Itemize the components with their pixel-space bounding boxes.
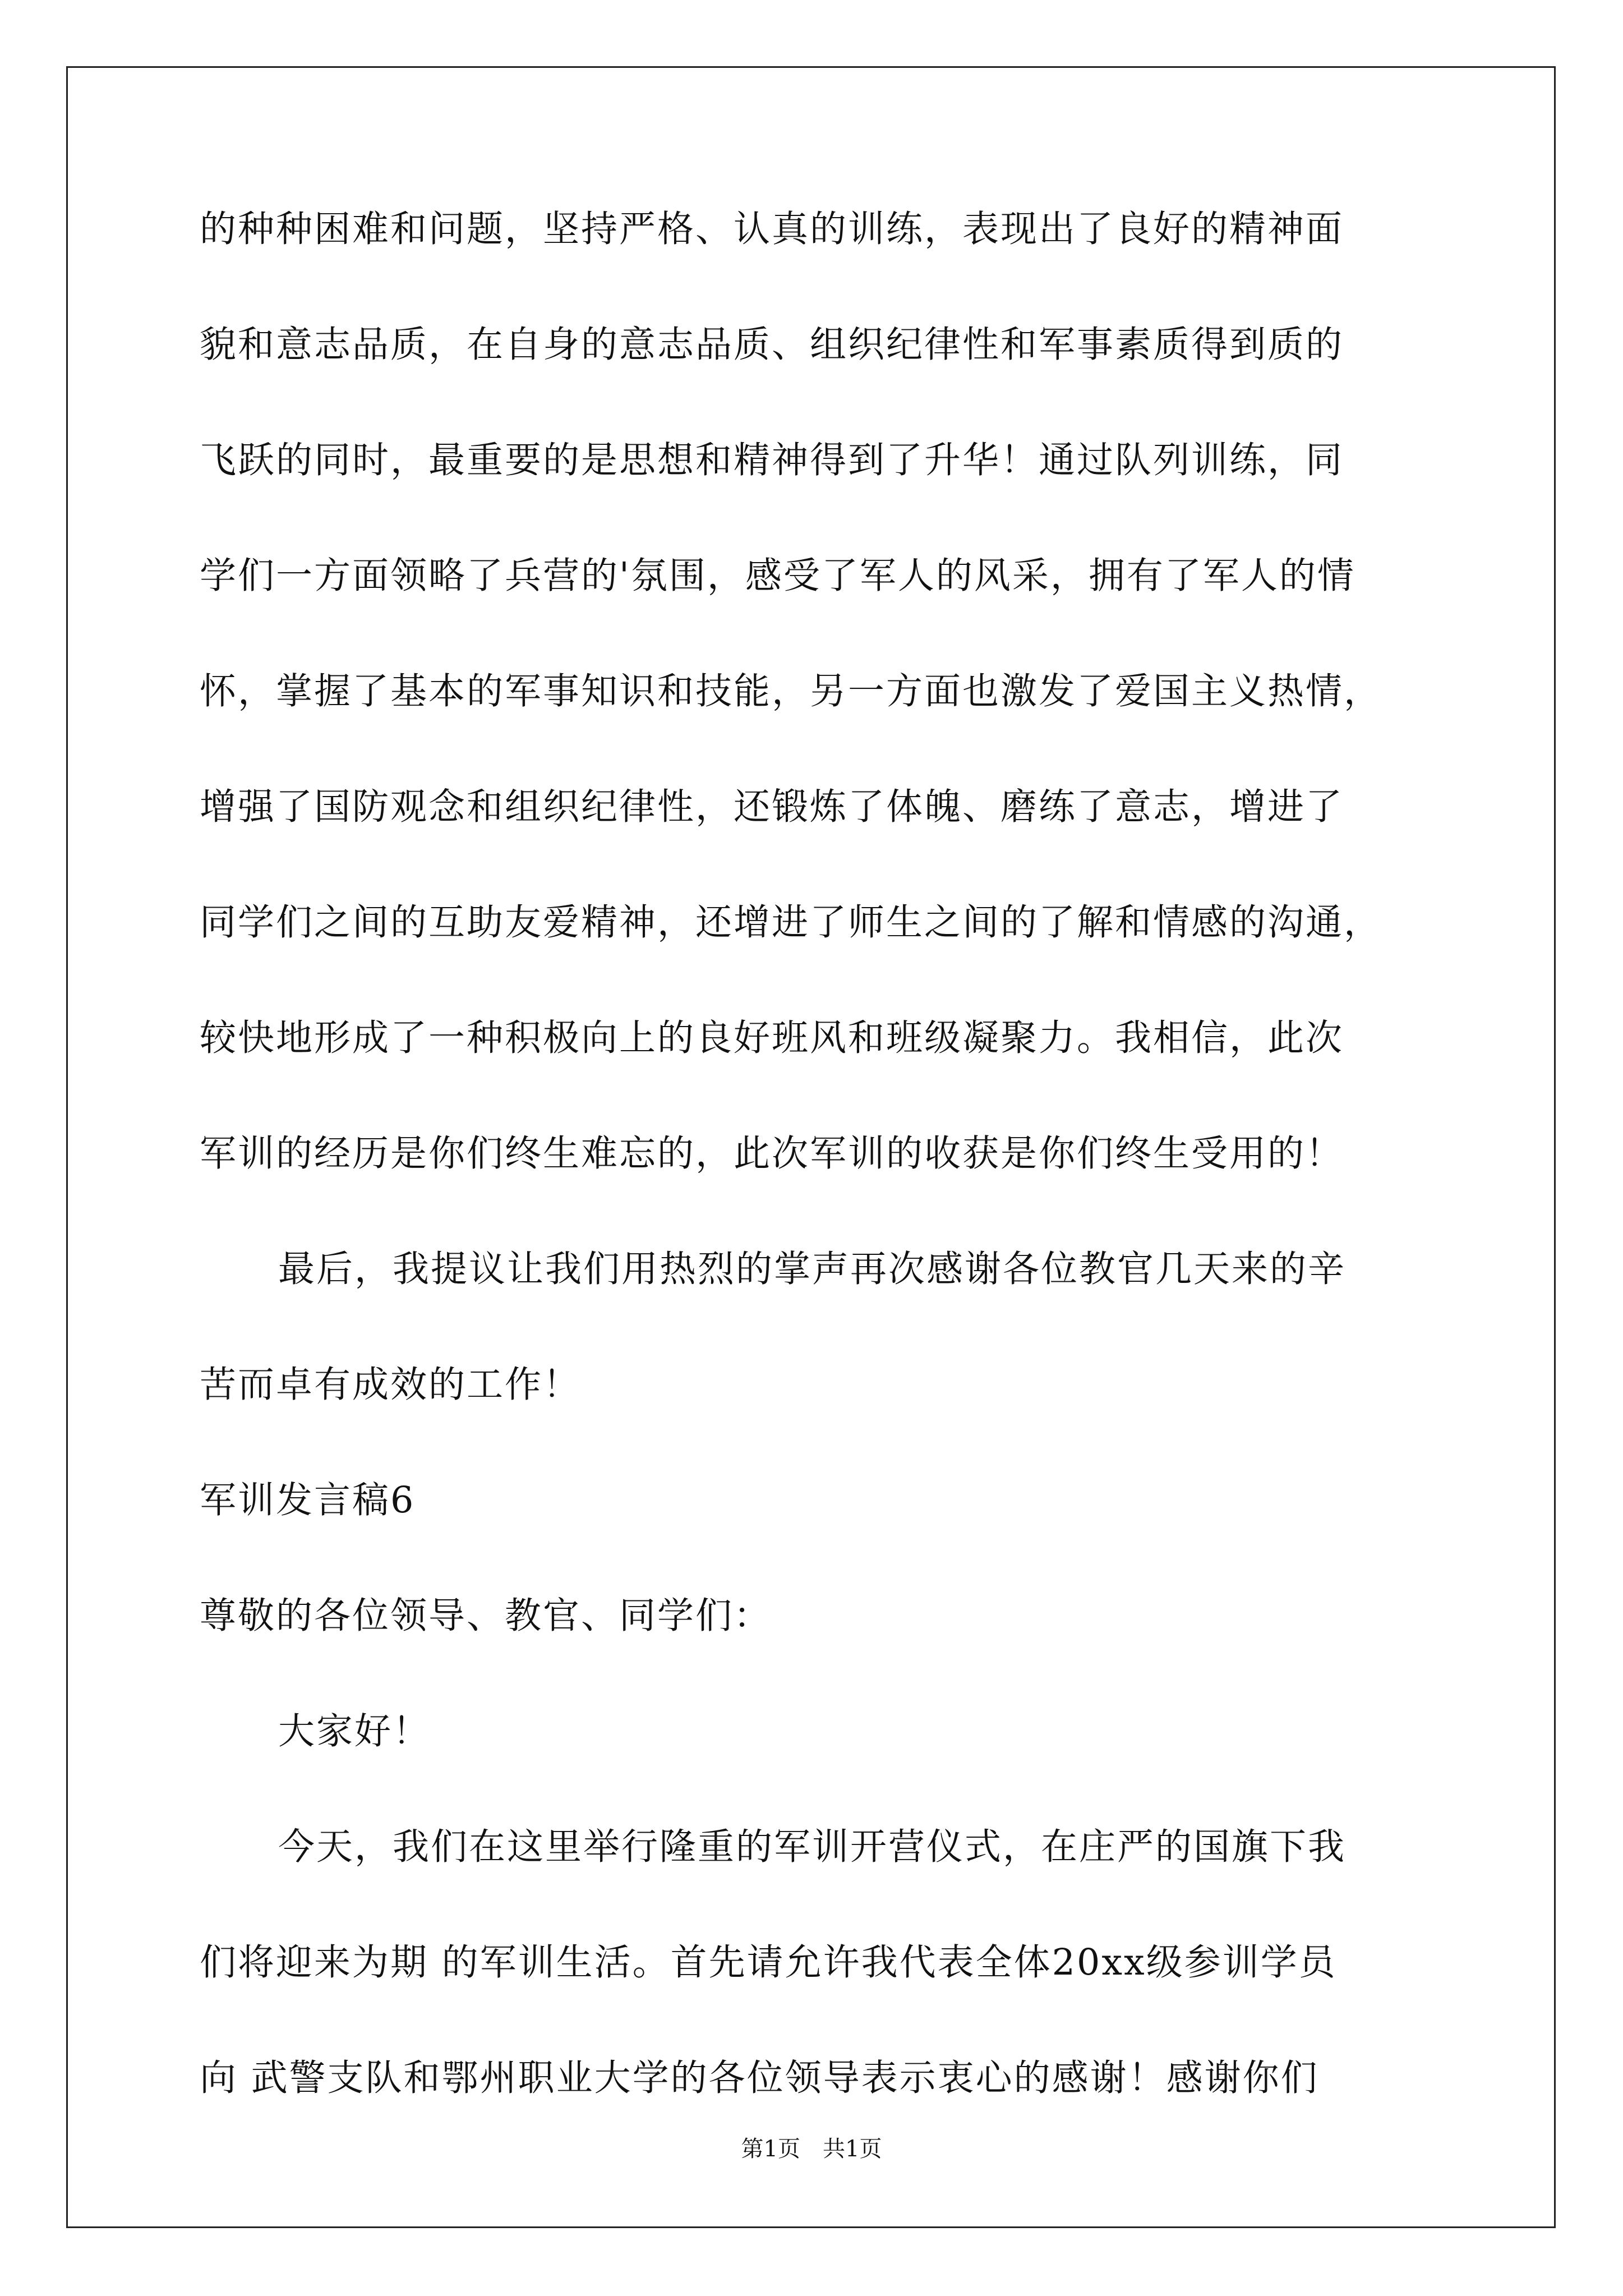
- paragraph-line: 增强了国防观念和组织纪律性，还锻炼了体魄、磨练了意志，增进了: [200, 786, 1344, 828]
- page-footer: 第1页 共1页: [741, 2136, 882, 2162]
- paragraph-line: 怀，掌握了基本的军事知识和技能，另一方面也激发了爱国主义热情，: [200, 670, 1382, 712]
- paragraph-line: 较快地形成了一种积极向上的良好班风和班级凝聚力。我相信，此次: [200, 1017, 1344, 1059]
- section-title: 军训发言稿6: [200, 1479, 416, 1521]
- paragraph-line: 们将迎来为期 的军训生活。首先请允许我代表全体20xx级参训学员: [200, 1941, 1337, 1984]
- greeting: 大家好！: [278, 1710, 431, 1752]
- paragraph-line: 向 武警支队和鄂州职业大学的各位领导表示衷心的感谢！感谢你们: [200, 2057, 1319, 2099]
- paragraph-line: 军训的经历是你们终生难忘的，此次军训的收获是你们终生受用的！: [200, 1133, 1344, 1175]
- paragraph-line: 学们一方面领略了兵营的'氛围，感受了军人的风采，拥有了军人的情: [200, 555, 1355, 597]
- paragraph-line: 最后，我提议让我们用热烈的掌声再次感谢各位教官几天来的辛: [278, 1248, 1347, 1290]
- paragraph-line: 同学们之间的互助友爱精神，还增进了师生之间的了解和情感的沟通，: [200, 901, 1382, 944]
- paragraph-line: 貌和意志品质，在自身的意志品质、组织纪律性和军事素质得到质的: [200, 324, 1344, 366]
- document-body: [200, 206, 1467, 2171]
- salutation: 尊敬的各位领导、教官、同学们：: [200, 1595, 772, 1637]
- paragraph-line: 今天，我们在这里举行隆重的军训开营仪式，在庄严的国旗下我: [278, 1826, 1347, 1868]
- paragraph-line: 飞跃的同时，最重要的是思想和精神得到了升华！通过队列训练，同: [200, 439, 1344, 481]
- paragraph-line: 苦而卓有成效的工作！: [200, 1364, 582, 1406]
- paragraph-line: 的种种困难和问题，坚持严格、认真的训练，表现出了良好的精神面: [200, 208, 1344, 250]
